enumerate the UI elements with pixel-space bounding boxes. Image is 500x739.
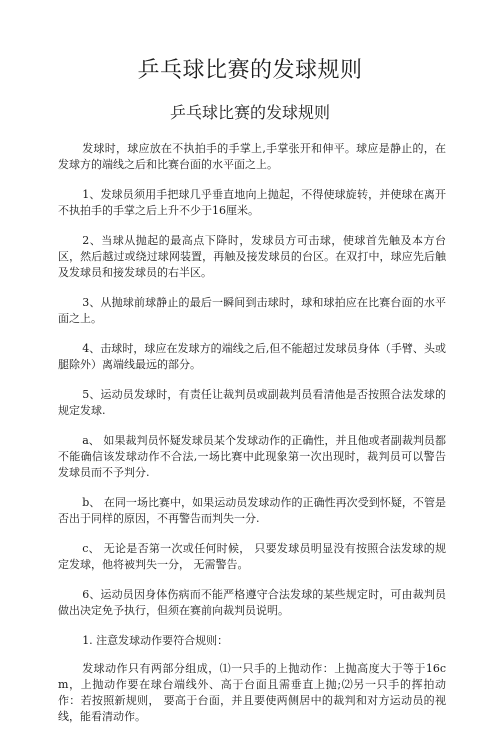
document-body: [58, 141, 446, 739]
paragraph-rule-3: 3、从抛球前球静止的最后一瞬间到击球时，球和球拍应在比赛台面的水平面之上。: [58, 296, 446, 325]
paragraph-rule-4: 4、击球时，球应在发球方的端线之后,但不能超过发球员身体（手臂、头或腿除外）离端线最远的部分。: [58, 342, 446, 371]
document-title: 乒乓球比赛的发球规则: [137, 58, 363, 83]
paragraph-rule-6: 6、运动员因身体伤病而不能严格遵守合法发球的某些规定时，可由裁判员做出决定免予执行，但须在赛前向裁判员说明。: [58, 588, 446, 617]
paragraph-rule-5c: c、 无论是否第一次或任何时候， 只要发球员明显没有按照合法发球的规定发球，他将被判失一分， 无需警告。: [58, 542, 446, 571]
paragraph-rule-5b: b、 在同一场比赛中，如果运动员发球动作的正确性再次受到怀疑，不管是否出于同样的原因，不再警告而判失一分.: [58, 496, 446, 525]
paragraph-rule-2: 2、当球从抛起的最高点下降时，发球员方可击球，使球首先触及本方台区，然后越过或绕过球网装置，再触及接发球员的台区。在双打中，球应先后触及发球员和接发球员的右半区。: [58, 234, 446, 279]
paragraph-note-body: 发球动作只有两部分组成，⑴一只手的上抛动作：上抛高度大于等于16cm，上抛动作要在球台端线外、高于台面且需垂直上抛;⑵另一只手的挥拍动作：若按照新规则， 要高于台面，并且要使两侧居中的裁判和对方运动员的视线，能看清动作。: [58, 662, 446, 723]
paragraph-intro: 发球时，球应放在不执拍手的手掌上,手掌张开和伸平。球应是静止的，在发球方的端线之后和比赛台面的水平面之上。: [58, 142, 446, 171]
paragraph-rule-1: 1、发球员须用手把球几乎垂直地向上抛起，不得使球旋转，并使球在离开不执拍手的手掌之后上升不少于16厘米。: [58, 188, 446, 217]
paragraph-note-heading: 1. 注意发球动作要符合规则：: [82, 634, 229, 647]
paragraph-rule-5a: a、 如果裁判员怀疑发球员某个发球动作的正确性，并且他或者副裁判员都不能确信该发球动作不合法,一场比赛中此现象第一次出现时，裁判员可以警告发球员而不予判分.: [58, 434, 446, 479]
document-subtitle: 乒乓球比赛的发球规则: [169, 103, 330, 122]
paragraph-rule-5: 5、运动员发球时，有责任让裁判员或副裁判员看清他是否按照合法发球的规定发球.: [58, 388, 446, 417]
